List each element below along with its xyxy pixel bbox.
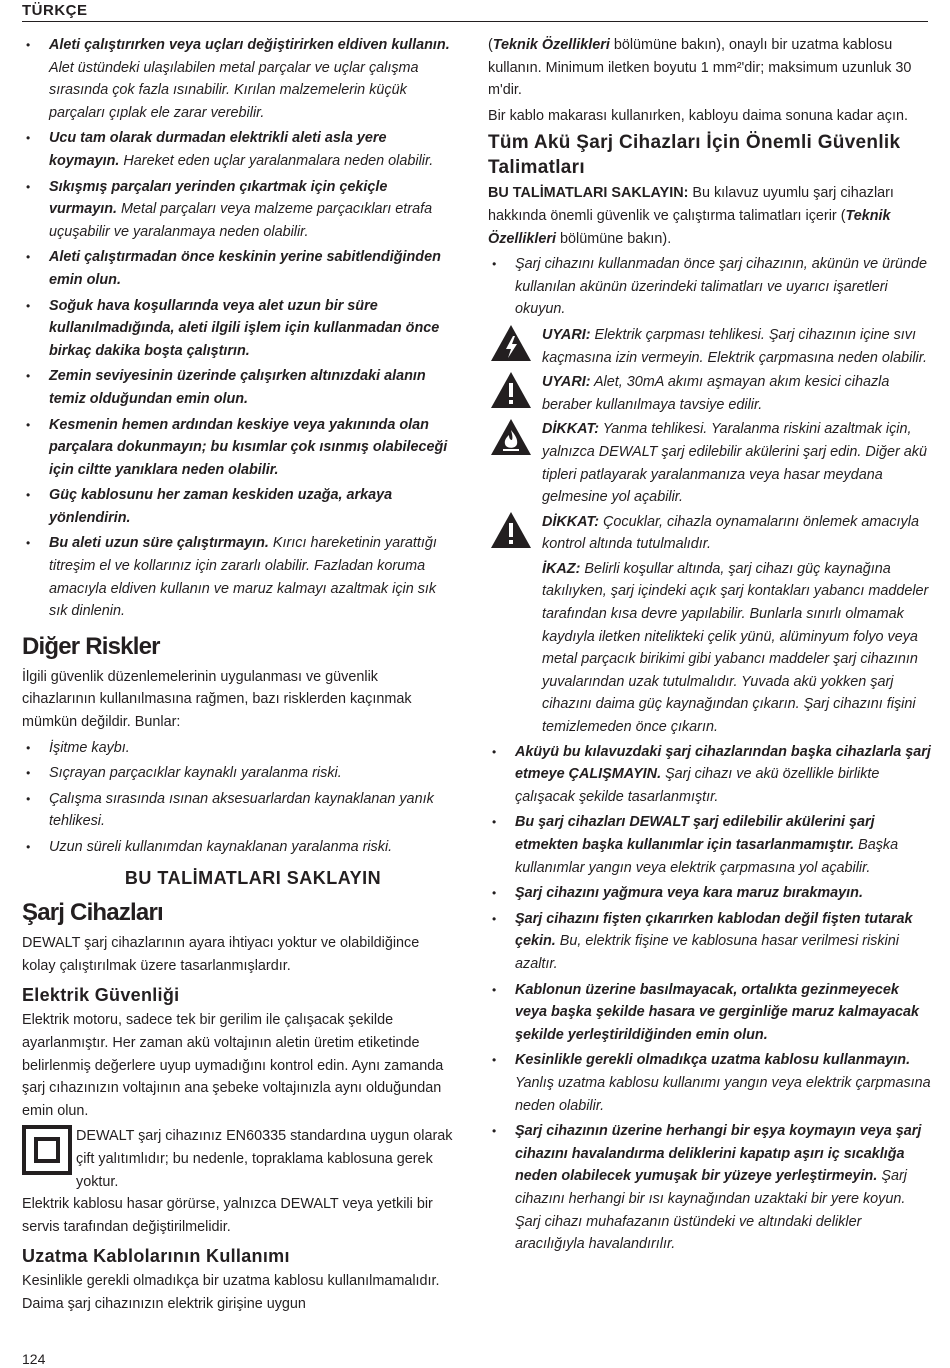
list-item: • Soğuk hava koşullarında veya alet uzun bir süre kullanılmadığında, aleti ilgili işlem için kullanmadan önce birkaç dakika boşta çalıştırın. [22,295,454,363]
chargers-heading: Şarj Cihazları [22,899,163,927]
list-item: • Şarj cihazını kullanmadan önce şarj cihazının, akünün ve üründe kullanılan akünün üzerindeki talimatları ve uyarıcı işaretleri okuyun. [488,253,933,321]
cable-replacement-text: Elektrik kablosu hasar görürse, yalnızca DEWALT veya yetkili bir servis tarafından değiştirilmelidir. [22,1196,433,1235]
list-item: • Güç kablosunu her zaman keskiden uzağa, arkaya yönlendirin. [22,484,454,529]
other-risks-intro: İlgili güvenlik düzenlemelerinin uygulanması ve güvenlik cihazlarının kullanılmasına rağmen, bazı risklerden kaçınmak mümkün değildir. Bunlar: [22,668,412,731]
list-item: • Kablonun üzerine basılmayacak, ortalıkta gezinmeyecek veya başka şekilde hasara ve gerginliğe maruz kalmayacak şekilde yerleştirildiğinden emin olun. [488,979,933,1047]
list-item: • Şarj cihazını fişten çıkarırken kablodan değil fişten tutarak çekin. Bu, elektrik fişine ve kablosuna hasar verilmesi riskini azaltır. [488,908,933,976]
list-item: • Aleti çalıştırırken veya uçları değiştirirken eldiven kullanın. Alet üstündeki ulaşılabilen metal parçalar ve uçlar çalışma sırasında çok fazla ısınabilir. Kırılan malzemelerin küçük parçaları çıplak ele zarar verebilir. [22,34,454,124]
electrical-safety-text: Elektrik motoru, sadece tek bir gerilim ile çalışacak şekilde ayarlanmıştır. Her zaman akü voltajının aletin üretim etiketinde belirlenmiş değerlere uyup uymadığını kontrol edin. Aynı zamanda şarj cıhazınızın voltajının ana şebeke voltajınızla aynı olduğundan emin olun. [22,1012,444,1119]
extension-cords-continued: (Teknik Özellikleri bölümüne bakın), onaylı bir uzatma kablosu kullanın. Minimum iletken boyutu 1 mm²'dir; maksimum uzunluk 30 m'dir. [488,37,912,99]
header-rule [22,21,928,22]
page-number: 124 [22,1351,46,1367]
right-column [488,34,933,1259]
double-insulation-icon [22,1125,76,1183]
list-item: • Çalışma sırasında ısınan aksesuarlardan kaynaklanan yanık tehlikesi. [22,788,454,833]
caution-children: DİKKAT: Çocuklar, cihazla oynamalarını önlemek amacıyla kontrol altında tutulmalıdır. [488,511,933,556]
charger-bullet-list [488,741,933,1256]
warning-burn-hazard: DİKKAT: Yanma tehlikesi. Yaralanma riskini azaltmak için, yalnızca DEWALT şarj edilebilir akülerini şarj edin. Diğer akü tipleri patlayarak yaralanmanıza veya hasar meydana gelmesine yol açabilir. [488,418,933,508]
list-item: • Kesinlikle gerekli olmadıkça uzatma kablosu kullanmayın. Yanlış uzatma kablosu kullanımı yangın veya elektrik çarpmasına neden olabilir. [488,1049,933,1117]
exclamation-warning-icon [488,371,542,409]
notice-short-circuit: İKAZ: Belirli koşullar altında, şarj cihazı güç kaynağına takılıyken, şarj içindeki açık şarj kontakları yabancı maddeler tarafından kısa devre yapılabilir. Bunlarla sınırlı olmamak kaydıyla iletken nitelikteki çelik yünü, alüminyum folyo veya metal parçacık birikimi gibi yabancı maddeler şarj cihazının yuvalarından uzak tutulmalıdır. Yuvada akü yokken şarj cihazını daima güç kaynağından çıkarın. Şarj cihazını fişini temizlemeden önce çıkarın. [542,560,929,736]
charger-safety-heading: Tüm Akü Şarj Cihazları İçin Önemli Güvenlik Talimatları [488,132,901,179]
list-item: • İşitme kaybı. [22,737,454,760]
left-column [22,34,454,1319]
read-instructions-list [488,253,933,321]
chargers-text: DEWALT şarj cihazlarının ayara ihtiyacı yoktur ve olabildiğince kolay çalıştırılmak üzere tasarlanmışlardır. [22,935,420,974]
warning-rcd: UYARI: Alet, 30mA akımı aşmayan akım kesici cihazla beraber kullanılmaya tavsiye edilir. [488,371,933,416]
electric-shock-warning-icon [488,324,542,362]
double-insulation-row [22,1125,454,1193]
list-item: • Sıkışmış parçaları yerinden çıkartmak için çekiçle vurmayın. Metal parçaları veya malzeme parçacıkları etrafa uçuşabilir ve yaralanmaya neden olabilir. [22,176,454,244]
list-item: • Aleti çalıştırmadan önce keskinin yerine sabitlendiğinden emin olun. [22,246,454,291]
list-item: • Uzun süreli kullanımdan kaynaklanan yaralanma riski. [22,836,454,859]
electrical-safety-heading: Elektrik Güvenliği [22,985,180,1006]
list-item: • Bu aleti uzun süre çalıştırmayın. Kırıcı hareketinin yarattığı titreşim el ve kollarınız için zararlı olabilir. Fazladan koruma amacıyla eldiven kullanın ve maruz kalmayı azaltmak için sık sık dinlenin. [22,532,454,622]
extension-cords-heading: Uzatma Kablolarının Kullanımı [22,1246,290,1267]
double-insulation-text: DEWALT şarj cihazınız EN60335 standardına uygun olarak çift yalıtımlıdır; bu nedenle, topraklama kablosuna gerek yoktur. [76,1128,453,1190]
list-item: • Sıçrayan parçacıklar kaynaklı yaralanma riski. [22,762,454,785]
warning-electric-shock: UYARI: Elektrik çarpması tehlikesi. Şarj cihazının içine sıvı kaçmasına izin vermeyin. Elektrik çarpmasına neden olabilir. [488,324,933,369]
list-item: • Şarj cihazının üzerine herhangi bir eşya koymayın veya şarj cihazını havalandırma deliklerini kapatıp aşırı iç sıcaklığa neden olabilecek yumuşak bir yüzeye yerleştirmeyin. Şarj cihazını herhangi bir ısı kaynağından uzaktaki bir yere koyun. Şarj cihazı muhafazanın üstündeki ve altındaki delikler aracılığıyla havalandırılır. [488,1120,933,1256]
save-instructions-heading: BU TALİMATLARI SAKLAYIN [124,867,382,888]
cable-reel-text: Bir kablo makarası kullanırken, kabloyu daima sonuna kadar açın. [488,107,908,124]
safety-bullet-list [22,34,454,623]
exclamation-caution-icon [488,511,542,549]
save-instructions-para: BU TALİMATLARI SAKLAYIN: Bu kılavuz uyumlu şarj cihazları hakkında önemli güvenlik ve çalıştırma talimatları içerir (Teknik Özellikleri bölümüne bakın). [488,185,894,247]
list-item: • Bu şarj cihazları DEWALT şarj edilebilir akülerini şarj etmekten başka kullanımlar için tasarlanmamıştır. Başka kullanımlar yangın veya elektrik çarpmasına yol açabilir. [488,811,933,879]
risks-list [22,737,454,859]
list-item: • Zemin seviyesinin üzerinde çalışırken altınızdaki alanın temiz olduğundan emin olun. [22,365,454,410]
list-item: • Ucu tam olarak durmadan elektrikli aleti asla yere koymayın. Hareket eden uçlar yaralanmalara neden olabilir. [22,127,454,172]
other-risks-heading: Diğer Riskler [22,632,160,660]
fire-hazard-icon [488,418,542,456]
extension-cords-text: Kesinlikle gerekli olmadıkça bir uzatma kablosu kullanılmamalıdır. Daima şarj cihazınızın elektrik girişine uygun [22,1273,440,1312]
language-header: TÜRKÇE [22,2,88,19]
list-item: • Kesmenin hemen ardından keskiye veya yakınında olan parçalara dokunmayın; bu kısımlar çok ısınmış olabileceği için ciltte yanıklara neden olabilir. [22,414,454,482]
list-item: • Şarj cihazını yağmura veya kara maruz bırakmayın. [488,882,933,905]
list-item: • Aküyü bu kılavuzdaki şarj cihazlarından başka cihazlarla şarj etmeye ÇALIŞMAYIN. Şarj cihazı ve akü özellikle birlikte çalışacak şekilde tasarlanmıştır. [488,741,933,809]
